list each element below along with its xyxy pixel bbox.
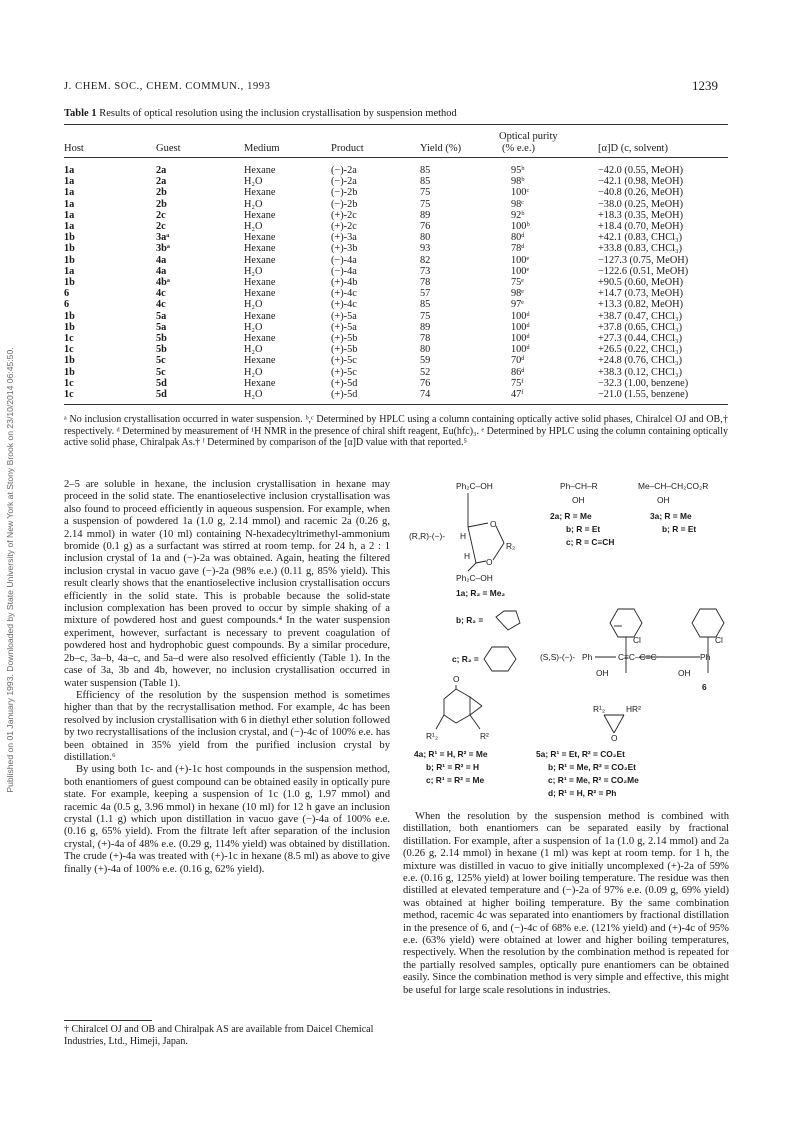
table-row — [0, 322, 792, 333]
cell-host: 1b — [64, 232, 75, 244]
cell-yield: 80 — [420, 344, 431, 356]
table-label: Table 1 — [64, 108, 97, 119]
th-guest: Guest — [156, 143, 181, 154]
cell-medium: Hexane — [244, 187, 276, 199]
cell-guest: 2c — [156, 221, 166, 232]
cell-rotation: +18.3 (0.35, MeOH) — [598, 209, 684, 221]
cell-host: 6 — [64, 299, 70, 311]
cell-medium: Hexane — [244, 277, 276, 288]
cell-yield: 78 — [420, 333, 431, 344]
cell-product: (+)-5c — [331, 366, 357, 378]
cell-host: 1a — [64, 187, 75, 199]
host-1b: b; R₂ = — [456, 615, 484, 625]
download-watermark: Published on 01 January 1993. Downloaded by State University of New York at Stony Brook on 23/10/2014 06:45:50. — [5, 347, 15, 793]
cell-product: (−)-2a — [331, 176, 357, 188]
cell-host: 1c — [64, 333, 74, 344]
c6-chain: C≡C–C≡C — [618, 652, 657, 662]
cell-guest: 5c — [156, 366, 166, 378]
diol-6-drawing — [595, 609, 724, 673]
cell-medium: Hexane — [244, 209, 276, 221]
c2-a: 2a; R = Me — [550, 511, 592, 521]
table-row — [0, 255, 792, 266]
cell-yield: 73 — [420, 265, 431, 277]
cell-medium: Hexane — [244, 254, 276, 266]
table-row — [0, 221, 792, 232]
cell-yield: 76 — [420, 221, 431, 232]
page-number: 1239 — [692, 78, 718, 93]
th-host: Host — [64, 143, 84, 154]
c5-a: 5a; R¹ = Et, R² = CO₂Et — [536, 749, 625, 759]
cell-medium: Hexane — [244, 232, 276, 244]
host-bottom-label: Ph₂C–OH — [456, 573, 493, 583]
host-o1: O — [490, 519, 497, 529]
cell-rotation: +24.8 (0.76, CHCl₃) — [598, 355, 683, 367]
cell-host: 1a — [64, 165, 75, 176]
cell-product: (−)-4a — [331, 254, 357, 266]
cell-product: (+)-4c — [331, 299, 357, 311]
c4-c: c; R¹ = R² = Me — [426, 775, 485, 785]
cell-guest: 4c — [156, 288, 166, 300]
cell-guest: 3bᵃ — [156, 243, 170, 255]
cell-guest: 3aᵃ — [156, 232, 170, 244]
left-paragraph: By using both 1c- and (+)-1c host compounds in the suspension method, both enantiomers of guest compound can be obtained easily in optically pure state. For example, keeping a suspension of 1c (1.0 g, 1.97 mmol) and racemic 4a (0.5 g, 3.96 mmol) in hexane (10 ml) for 12 h gave an inclusion crystal (1.1 g) which upon distillation in vacuo gave (−)-4a of 100% e.e. (0.16 g, 65% yield). From the filtrate left after separation of the inclusion crystal, (+)-4a of 48% e.e. (0.29 g, 114% yield) was obtained by distillation. The crude (+)-4a was treated with (+)-1c in hexane (8.5 ml) as above to give finally (+)-4a of 100% e.e. (0.16 g, 62% yield). — [64, 764, 390, 875]
cell-product: (−)-2b — [331, 187, 358, 199]
cell-ee: 100ᵈ — [511, 321, 530, 333]
th-medium: Medium — [244, 143, 280, 154]
cell-yield: 74 — [420, 389, 431, 400]
cell-product: (+)-4c — [331, 288, 357, 300]
cell-medium: Hexane — [244, 355, 276, 367]
cell-rotation: −38.0 (0.25, MeOH) — [598, 198, 684, 210]
cell-medium: H₂O — [244, 176, 263, 188]
cell-ee: 92ᵇ — [511, 209, 525, 221]
cell-host: 1b — [64, 243, 75, 255]
cell-host: 1a — [64, 265, 75, 277]
cell-ee: 98ᵇ — [511, 176, 525, 188]
table-row — [0, 311, 792, 322]
table-row — [0, 266, 792, 277]
cell-yield: 59 — [420, 355, 431, 367]
cell-guest: 5d — [156, 389, 167, 400]
cell-product: (+)-5a — [331, 310, 357, 322]
c5-d: d; R¹ = H, R² = Ph — [548, 788, 617, 798]
cell-yield: 89 — [420, 321, 431, 333]
cell-guest: 4bᵃ — [156, 277, 170, 288]
cell-guest: 2b — [156, 198, 167, 210]
cell-guest: 4c — [156, 299, 166, 311]
cell-ee: 100ᵈ — [511, 333, 530, 344]
host-config: (R,R)-(−)- — [409, 531, 446, 541]
right-paragraph: When the resolution by the suspension method is combined with distillation, both enantiomers can be separated easily by fractional distillation. For example, after a suspension of 1a (1.0 g, 2.14 mmol) and 2a (0.26 g, 2.14 mmol) in hexane (1 ml) was kept at room temp. for 1 h, the mixture was distilled in vacuo to give initially uncomplexed (+)-2a of 59% e.e. (0.16 g, 125% yield) at lower boiling temperature. The residue was then distilled at elevated temperature and (−)-2a of 97% e.e. (0.09 g, 69% yield) was obtained at higher boiling temperature. By the same combination method, racemic 4c was separated into enantiomers by fractional distillation in the presence of 6, and (−)-4c of 68% e.e. (121% yield) and (+)-4c of 95% e.e. (63% yield) were obtained at lower and higher boiling temperatures, respectively. When the resolution by the combination method is repeated for the partially resolved samples, optically pure enantiomers can be obtained easily. Since the combination method is very simple and effective, this might be useful for large scale resolutions in industries. — [403, 811, 729, 996]
table-footnote: ᵃ No inclusion crystallisation occurred in water suspension. ᵇ,ᶜ Determined by HPLC using a column containing optically active solid phases, Chiralcel OJ and OB,† respectively. ᵈ Determined by measurement of ¹H NMR in the presence of chiral shift reagent, Eu(hfc)₃. ᵉ Determined by HPLC using the column containing optically active solid phase, Chiralpak As.† ᶠ Determined by comparison of the [α]D value with that reported.⁵ — [64, 414, 728, 448]
table-row — [0, 243, 792, 254]
cell-host: 1b — [64, 321, 75, 333]
cell-yield: 57 — [420, 288, 431, 300]
table-row — [0, 210, 792, 221]
table-bottom-rule — [64, 404, 728, 405]
cell-ee: 100ᶜ — [511, 187, 530, 199]
host-r2: R₂ — [506, 541, 516, 551]
cell-ee: 100ᵇ — [511, 221, 530, 232]
cell-host: 1b — [64, 277, 75, 288]
cell-product: (+)-3a — [331, 232, 357, 244]
table-row — [0, 199, 792, 210]
cell-product: (−)-2a — [331, 165, 357, 176]
table-top-rule — [64, 124, 728, 125]
cell-product: (+)-5d — [331, 389, 358, 400]
c4-r1: R¹₂ — [426, 731, 439, 741]
c2-oh: OH — [572, 495, 585, 505]
cyclohexane-drawing — [484, 647, 516, 671]
cell-yield: 82 — [420, 254, 431, 266]
c6-cl-left: Cl — [633, 635, 641, 645]
cell-yield: 78 — [420, 277, 431, 288]
c6-oh-right: OH — [678, 668, 691, 678]
cell-guest: 2a — [156, 176, 167, 188]
cell-medium: Hexane — [244, 333, 276, 344]
cell-medium: Hexane — [244, 377, 276, 389]
cell-product: (+)-5c — [331, 355, 357, 367]
c6-oh-left: OH — [596, 668, 609, 678]
cell-host: 6 — [64, 288, 70, 300]
cell-product: (+)-5d — [331, 377, 358, 389]
table-caption — [64, 108, 457, 119]
host-1c: c; R₂ = — [452, 654, 479, 664]
cell-medium: H₂O — [244, 344, 263, 356]
cell-rotation: +26.5 (0.22, CHCl₃) — [598, 344, 683, 356]
epoxide-5-drawing — [604, 715, 624, 733]
cell-guest: 4a — [156, 254, 167, 266]
table-row — [0, 355, 792, 366]
cell-rotation: −40.8 (0.26, MeOH) — [598, 187, 684, 199]
cell-rotation: −42.1 (0.98, MeOH) — [598, 176, 684, 188]
table-row — [0, 299, 792, 310]
cell-host: 1c — [64, 389, 74, 400]
c4-r2: R² — [480, 731, 489, 741]
cell-ee: 98ᶜ — [511, 198, 524, 210]
cell-medium: H₂O — [244, 321, 263, 333]
cell-guest: 4a — [156, 265, 167, 277]
cell-guest: 5b — [156, 333, 167, 344]
epoxyketone-4-drawing — [436, 685, 482, 729]
cell-rotation: +18.4 (0.70, MeOH) — [598, 221, 684, 232]
table-row — [0, 277, 792, 288]
c5-c: c; R¹ = Me, R² = CO₂Me — [548, 775, 639, 785]
cell-rotation: +33.8 (0.83, CHCl₃) — [598, 243, 683, 255]
cell-yield: 85 — [420, 299, 431, 311]
cell-ee: 86ᵈ — [511, 366, 525, 378]
page-footnote: † Chiralcel OJ and OB and Chiralpak AS are available from Daicel Chemical Industries, Ltd., Himeji, Japan. — [64, 1024, 374, 1047]
cell-host: 1a — [64, 221, 75, 232]
footnote-rule — [64, 1020, 152, 1021]
cell-host: 1b — [64, 310, 75, 322]
cell-yield: 75 — [420, 310, 431, 322]
cell-yield: 75 — [420, 198, 431, 210]
c6-ph-right: Ph — [700, 652, 711, 662]
table-title: Results of optical resolution using the inclusion crystallisation by suspension method — [99, 108, 457, 119]
left-paragraph: 2–5 are soluble in hexane, the inclusion crystallisation in hexane may proceed in the solid state. The enantioselective inclusion crystallisation was also found to proceed efficiently in aqueous suspension. For example, when a suspension of powdered 1a (1.0 g, 2.14 mmol) and racemic 2a (0.26 g, 2.14 mmol) in water (10 ml) containing N-hexadecyltrimethyl-ammonium bromide (0.1 g) as a surfactant was stirred at room temp. for 24 h, a 2 : 1 inclusion crystal of 1a and (−)-2a was obtained. Again, heating the filtered inclusion crystal in vacuo gave (−)-2a (98% e.e.) (0.11 g, 85% yield). This result clearly shows that the enantioselective inclusion crystallisation occurs efficiently in the solid state. This is probable because the solid-state inclusion complexation has been proved to occur by simple shaking of a mixture of powdered host and guest compounds.⁴ In the water suspension experiment, however, surfactant is necessary to prevent coagulation of powdered host and hydrophobic guest compounds. By a similar procedure, 2b–c, 3a–b, 4a–c, and 5a–d were also resolved efficiently (Table 1). In the case of 3a, 3b and 4b, however, no inclusion crystallisation occurred in water suspension (Table 1). — [64, 479, 390, 689]
c6-label: 6 — [702, 682, 707, 692]
cell-host: 1b — [64, 355, 75, 367]
cell-rotation: −122.6 (0.51, MeOH) — [598, 265, 689, 277]
cell-rotation: −127.3 (0.75, MeOH) — [598, 254, 689, 266]
c3-oh: OH — [657, 495, 670, 505]
th-yield: Yield (%) — [420, 143, 462, 154]
cell-host: 1a — [64, 176, 75, 188]
table-row — [0, 389, 792, 400]
cell-medium: Hexane — [244, 165, 276, 176]
c5-o: O — [611, 733, 618, 743]
cell-ee: 47ᶠ — [511, 389, 524, 400]
cell-rotation: +27.3 (0.44, CHCl₃) — [598, 333, 683, 344]
cell-rotation: +13.3 (0.82, MeOH) — [598, 299, 684, 311]
cell-ee: 75ᶠ — [511, 377, 524, 389]
c3-b: b; R = Et — [662, 524, 697, 534]
cell-product: (+)-5b — [331, 333, 358, 344]
cell-rotation: +38.3 (0.12, CHCl₃) — [598, 366, 683, 378]
cyclopentane-drawing — [496, 611, 520, 630]
cell-host: 1a — [64, 209, 75, 221]
cell-ee: 78ᵈ — [511, 243, 525, 255]
cell-yield: 76 — [420, 377, 431, 389]
host-top-label: Ph₂C–OH — [456, 481, 493, 491]
cell-rotation: −42.0 (0.55, MeOH) — [598, 165, 684, 176]
cell-yield: 80 — [420, 232, 431, 244]
cell-guest: 5a — [156, 310, 167, 322]
left-column — [64, 479, 390, 876]
cell-medium: Hexane — [244, 288, 276, 300]
table-row — [0, 176, 792, 187]
right-column — [403, 811, 729, 997]
c3-a: 3a; R = Me — [650, 511, 692, 521]
cell-yield: 75 — [420, 187, 431, 199]
c6-cl-right: Cl — [715, 635, 723, 645]
cell-yield: 93 — [420, 243, 431, 255]
c5-top: R¹₂ — [593, 704, 606, 714]
c2-b: b; R = Et — [566, 524, 601, 534]
cell-rotation: +37.8 (0.65, CHCl₃) — [598, 321, 683, 333]
cell-guest: 2c — [156, 209, 166, 221]
cell-medium: H₂O — [244, 299, 263, 311]
cell-yield: 89 — [420, 209, 431, 221]
c4-b: b; R¹ = R² = H — [426, 762, 480, 772]
cell-host: 1c — [64, 377, 74, 389]
cell-host: 1a — [64, 198, 75, 210]
cell-guest: 2a — [156, 165, 167, 176]
cell-guest: 5a — [156, 321, 167, 333]
cell-medium: H₂O — [244, 198, 263, 210]
host-o2: O — [486, 557, 493, 567]
host-h2: H — [464, 551, 471, 561]
structures-scheme — [400, 477, 730, 807]
table-row — [0, 165, 792, 176]
cell-ee: 100ᵉ — [511, 254, 530, 266]
cell-medium: H₂O — [244, 221, 263, 232]
c6-config: (S,S)-(−)- — [540, 652, 576, 662]
cell-ee: 100ᵉ — [511, 265, 530, 277]
cell-host: 1b — [64, 254, 75, 266]
cell-product: (+)-2c — [331, 209, 357, 221]
c2-formula: Ph–CH–R — [560, 481, 598, 491]
th-purity-1: Optical purity — [499, 131, 558, 142]
th-purity-2: (% e.e.) — [502, 143, 535, 154]
cell-host: 1b — [64, 366, 75, 378]
cell-ee: 100ᵈ — [511, 310, 530, 322]
c4-a: 4a; R¹ = H, R² = Me — [414, 749, 488, 759]
cell-ee: 98ᵉ — [511, 288, 524, 300]
cell-guest: 5d — [156, 377, 167, 389]
cell-medium: H₂O — [244, 389, 263, 400]
cell-ee: 100ᵈ — [511, 344, 530, 356]
cell-rotation: +42.1 (0.83, CHCl₃) — [598, 232, 683, 244]
cell-yield: 52 — [420, 366, 431, 378]
cell-medium: Hexane — [244, 310, 276, 322]
table-row — [0, 232, 792, 243]
cell-ee: 70ᵈ — [511, 355, 525, 367]
host-h1: H — [460, 531, 467, 541]
cell-medium: Hexane — [244, 243, 276, 255]
cell-guest: 2b — [156, 187, 167, 199]
host-1a: 1a; R₂ = Me₂ — [456, 588, 506, 598]
cell-product: (+)-2c — [331, 221, 357, 232]
cell-medium: H₂O — [244, 265, 263, 277]
cell-product: (−)-4a — [331, 265, 357, 277]
table-header-rule — [64, 157, 728, 158]
c4-o: O — [453, 674, 460, 684]
c3-formula: Me–CH–CH₂CO₂R — [638, 481, 709, 491]
table-row — [0, 367, 792, 378]
c6-ph-left: Ph — [582, 652, 593, 662]
table-row — [0, 187, 792, 198]
cell-product: (−)-2b — [331, 198, 358, 210]
table-row — [0, 378, 792, 389]
cell-rotation: −21.0 (1.55, benzene) — [598, 389, 689, 400]
c5-b: b; R¹ = Me, R² = CO₂Et — [548, 762, 636, 772]
cell-host: 1c — [64, 344, 74, 356]
cell-guest: 5b — [156, 344, 167, 356]
table-row — [0, 288, 792, 299]
cell-ee: 75ᵉ — [511, 277, 524, 288]
cell-ee: 97ᵉ — [511, 299, 524, 311]
table-row — [0, 333, 792, 344]
cell-ee: 80ᵈ — [511, 232, 525, 244]
c5-hr2: HR² — [626, 704, 641, 714]
cell-product: (+)-5a — [331, 321, 357, 333]
th-rotation: [α]D (c, solvent) — [598, 143, 668, 154]
left-paragraph: Efficiency of the resolution by the suspension method is sometimes higher than that by the recrystallisation method. For example, 4c has been resolved by inclusion crystallisation with 6 in diethyl ether solution followed by two recrystallisations of the inclusion crystal, and (−)-4c of 100% e.e. has been obtained in 35% yield from the purified inclusion crystal by distillation.⁶ — [64, 689, 391, 763]
cell-yield: 85 — [420, 165, 431, 176]
cell-rotation: +14.7 (0.73, MeOH) — [598, 288, 684, 300]
journal-header: J. CHEM. SOC., CHEM. COMMUN., 1993 — [64, 81, 271, 92]
th-product: Product — [331, 143, 364, 154]
cell-product: (+)-5b — [331, 344, 358, 356]
cell-guest: 5c — [156, 355, 166, 367]
cell-ee: 95ᵇ — [511, 165, 525, 176]
cell-product: (+)-4b — [331, 277, 358, 288]
cell-rotation: +90.5 (0.60, MeOH) — [598, 277, 684, 288]
table-row — [0, 344, 792, 355]
cell-medium: H₂O — [244, 366, 263, 378]
c2-c: c; R = C≡CH — [566, 537, 615, 547]
cell-rotation: −32.3 (1.00, benzene) — [598, 377, 689, 389]
cell-product: (+)-3b — [331, 243, 358, 255]
cell-rotation: +38.7 (0.47, CHCl₃) — [598, 310, 683, 322]
cell-yield: 85 — [420, 176, 431, 188]
